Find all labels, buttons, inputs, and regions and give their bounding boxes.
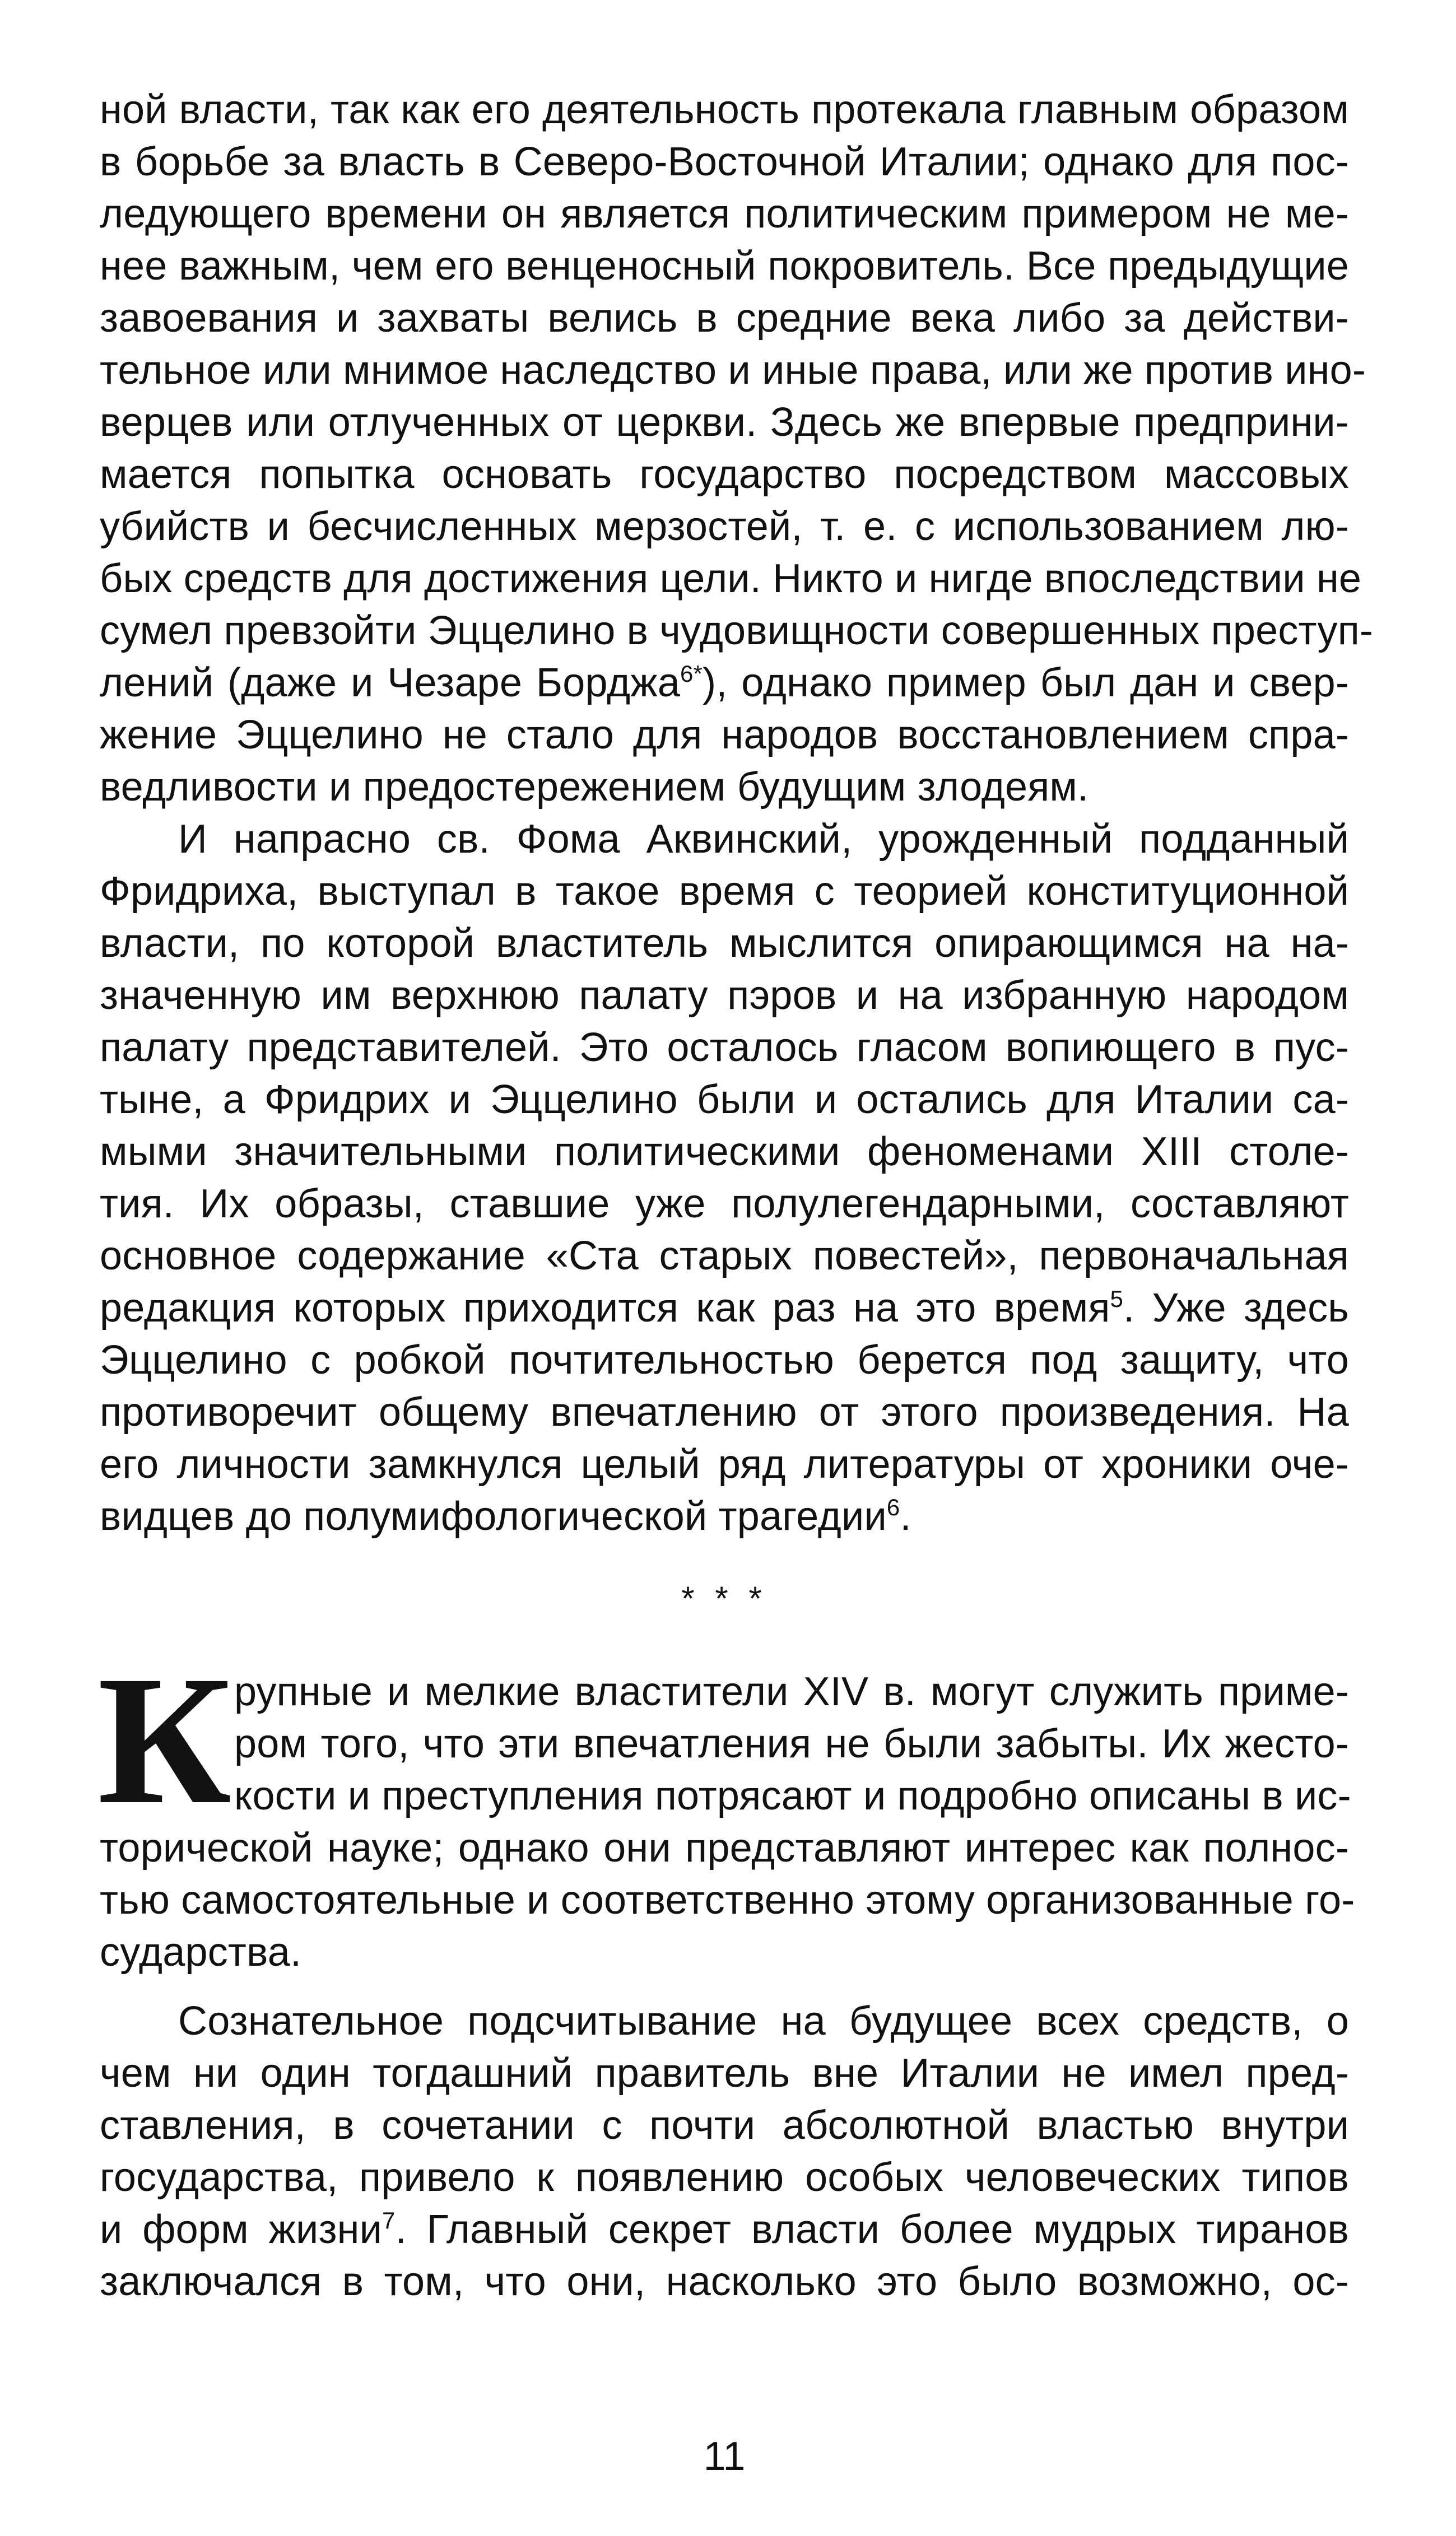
- text-segment: лений (даже и Чезаре Борджа: [100, 660, 680, 705]
- text-line: тельное или мнимое наследство и иные права, или же против ино-: [100, 348, 1366, 393]
- text-segment: .: [900, 1494, 911, 1539]
- text-line: [100, 2204, 1349, 2256]
- text-line: ледующего времени он является политическим примером не ме-: [100, 192, 1349, 236]
- section-ornament: * * *: [681, 1580, 767, 1617]
- text-line: его личности замкнулся целый ряд литературы от хроники оче-: [100, 1442, 1349, 1487]
- text-line: верцев или отлученных от церкви. Здесь же впервые предприни-: [100, 400, 1349, 445]
- text-line: рупные и мелкие властители XIV в. могут служить приме-: [234, 1669, 1349, 1714]
- text-line: Фридриха, выступал в такое время с теорией конституционной: [100, 869, 1349, 914]
- text-line: завоевания и захваты велись в средние века либо за действи-: [100, 296, 1349, 341]
- text-segment: видцев до полумифологической трагедии: [100, 1494, 887, 1539]
- text-line: государства, привело к появлению особых человеческих типов: [100, 2155, 1349, 2200]
- footnote-marker: 5: [1110, 1286, 1124, 1312]
- text-line: Эццелино с робкой почтительностью берется под защиту, что: [100, 1338, 1349, 1383]
- text-line: власти, по которой властитель мыслится опирающимся на на-: [100, 921, 1349, 966]
- drop-cap: К: [97, 1638, 232, 1842]
- text-line: основное содержание «Ста старых повестей», первоначальная: [100, 1234, 1349, 1278]
- text-line: И напрасно св. Фома Аквинский, урожденный подданный: [178, 817, 1349, 862]
- text-line: значенную им верхнюю палату пэров и на избранную народом: [100, 973, 1349, 1018]
- text-line: мыми значительными политическими феноменами XIII столе-: [100, 1129, 1349, 1174]
- text-line: тью самостоятельные и соответственно этому организованные го-: [100, 1878, 1355, 1923]
- text-line: тия. Их образы, ставшие уже полулегендарными, составляют: [100, 1181, 1349, 1226]
- text-line: ром того, что эти впечатления не были забыты. Их жесто-: [234, 1721, 1349, 1766]
- text-line: сударства.: [100, 1930, 302, 1975]
- text-line: мается попытка основать государство посредством массовых: [100, 452, 1349, 497]
- text-line: ведливости и предостережением будущим злодеям.: [100, 765, 1089, 809]
- text-line: кости и преступления потрясают и подробно описаны в ис-: [234, 1774, 1351, 1818]
- footnote-marker: 6*: [680, 660, 703, 687]
- text-line: палату представителей. Это осталось гласом вопиющего в пус-: [100, 1025, 1349, 1070]
- text-line: убийств и бесчисленных мерзостей, т. е. с использованием лю-: [100, 504, 1349, 549]
- text-line: тыне, а Фридрих и Эццелино были и остались для Италии са-: [100, 1077, 1349, 1122]
- text-segment: . Главный секрет власти более мудрых тиранов: [395, 2207, 1349, 2252]
- text-line: ставления, в сочетании с почти абсолютной властью внутри: [100, 2103, 1349, 2148]
- text-segment: . Уже здесь: [1123, 1286, 1349, 1330]
- text-line: [100, 1491, 1349, 1543]
- paragraph-1: [100, 84, 1374, 813]
- text-line: чем ни один тогдашний правитель вне Италии не имел пред-: [100, 2051, 1349, 2096]
- page-number: 11: [703, 2434, 746, 2479]
- text-line: сумел превзойти Эццелино в чудовищности совершенных преступ-: [100, 608, 1374, 653]
- book-page: [97, 84, 1374, 2482]
- footnote-marker: 7: [382, 2207, 396, 2233]
- text-line: противоречит общему впечатлению от этого произведения. На: [100, 1390, 1349, 1435]
- text-line: [100, 657, 1349, 709]
- text-segment: редакция которых приходится как раз на это время: [100, 1286, 1110, 1330]
- paragraph-3: [97, 1638, 1355, 1979]
- text-line: [100, 1282, 1349, 1334]
- text-line: Сознательное подсчитывание на будущее всех средств, о: [178, 1999, 1349, 2044]
- text-line: бых средств для достижения цели. Никто и нигде впоследствии не: [100, 556, 1362, 601]
- text-line: в борьбе за власть в Северо-Восточной Италии; однако для пос-: [100, 139, 1349, 184]
- text-line: заключался в том, что они, насколько это было возможно, ос-: [100, 2259, 1349, 2304]
- paragraph-2: [100, 813, 1349, 1543]
- paragraph-4: [100, 1995, 1349, 2308]
- footnote-marker: 6: [886, 1494, 900, 1520]
- text-line: торической науке; однако они представляют интерес как полнос-: [100, 1826, 1349, 1870]
- text-line: нее важным, чем его венценосный покровитель. Все предыдущие: [100, 244, 1349, 289]
- text-segment: ), однако пример был дан и свер-: [703, 660, 1349, 705]
- text-segment: и форм жизни: [100, 2207, 383, 2252]
- text-line: жение Эццелино не стало для народов восстановлением спра-: [100, 713, 1349, 757]
- text-line: ной власти, так как его деятельность протекала главным образом: [100, 87, 1349, 132]
